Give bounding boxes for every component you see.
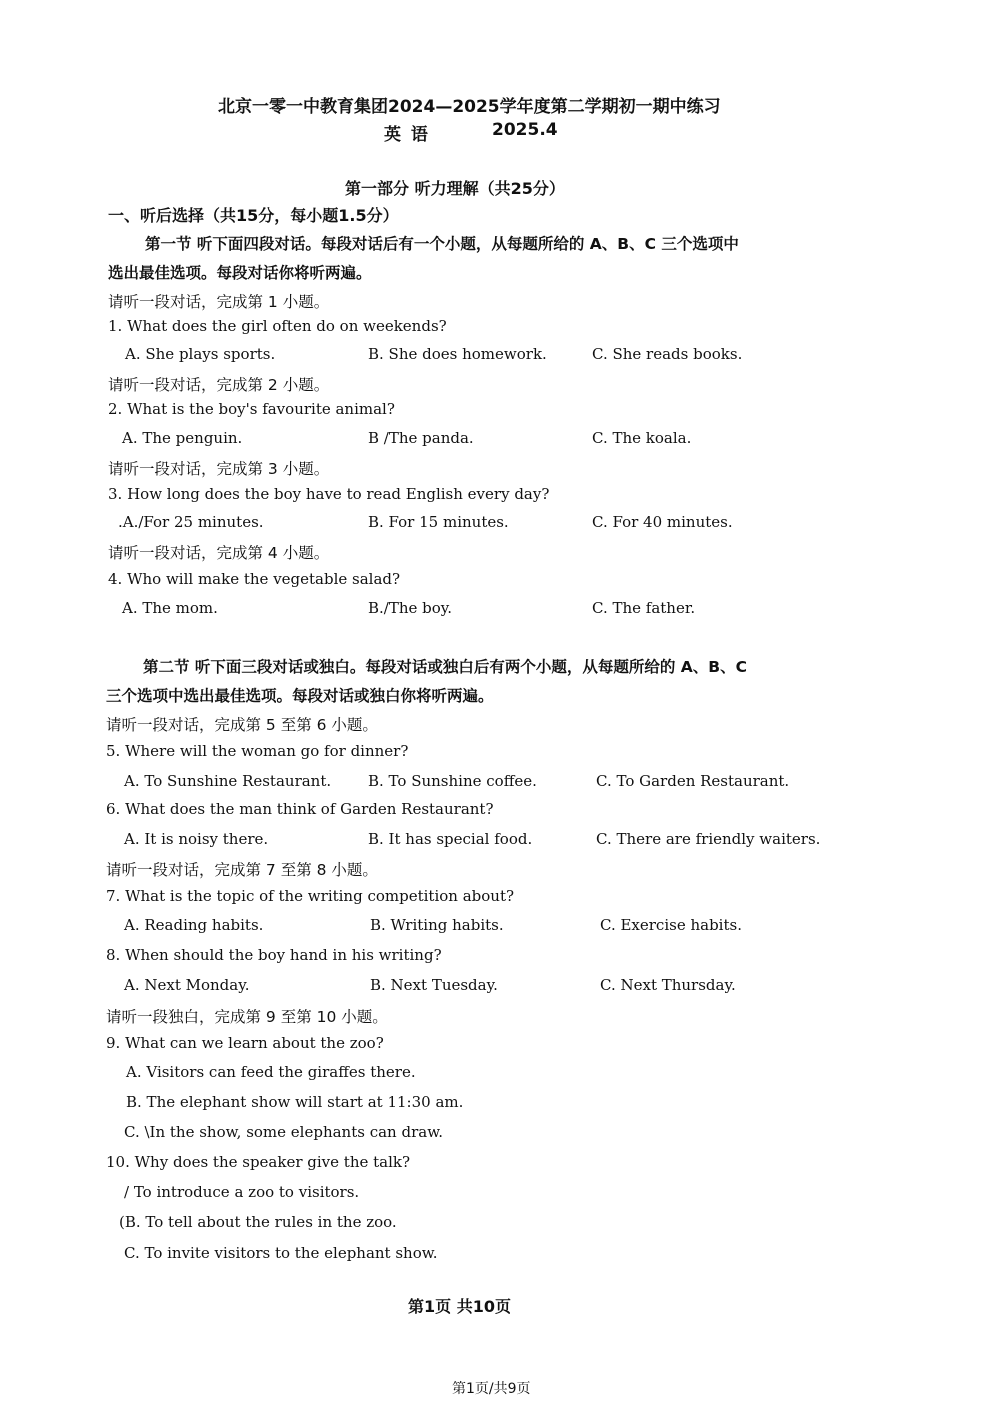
question-7: 7. What is the topic of the writing competition about? [106,887,515,905]
q9-option-c: C. \In the show, some elephants can draw. [124,1123,444,1141]
q1-option-a: A. She plays sports. [125,345,276,363]
q7-option-a: A. Reading habits. [124,916,264,934]
section2-intro-line1: 第二节 听下面三段对话或独白。每段对话或独白后有两个小题，从每题所给的 A、B、C [143,658,747,676]
question-6: 6. What does the man think of Garden Restaurant? [106,800,494,818]
prompt-q3: 请听一段对话，完成第 3 小题。 [108,460,330,478]
q10-option-b: (B. To tell about the rules in the zoo. [119,1213,397,1231]
question-9: 9. What can we learn about the zoo? [106,1034,384,1052]
part-heading: 第一部分 听力理解（共25分） [345,179,565,198]
section2-intro-line2: 三个选项中选出最佳选项。每段对话或独白你将听两遍。 [106,687,494,705]
subject-label: 英 语 [384,125,430,145]
q1-option-c: C. She reads books. [592,345,743,363]
question-1: 1. What does the girl often do on weekends? [108,317,447,335]
q3-option-b: B. For 15 minutes. [368,513,509,531]
prompt-q2: 请听一段对话，完成第 2 小题。 [108,376,330,394]
section1-intro-line1: 第一节 听下面四段对话。每段对话后有一个小题，从每题所给的 A、B、C 三个选项中 [145,235,739,253]
prompt-q4: 请听一段对话，完成第 4 小题。 [108,544,330,562]
page-number-sub: 第1页/共9页 [452,1381,531,1397]
q7-option-b: B. Writing habits. [370,916,504,934]
exam-title: 北京一零一中教育集团2024—2025学年度第二学期初一期中练习 [218,97,721,117]
q5-option-c: C. To Garden Restaurant. [596,772,790,790]
section-title: 一、听后选择（共15分，每小题1.5分） [108,206,399,225]
page-number: 第1页 共10页 [408,1297,511,1316]
q8-option-c: C. Next Thursday. [600,976,736,994]
prompt-q7-q8: 请听一段对话，完成第 7 至第 8 小题。 [106,861,378,879]
q1-option-b: B. She does homework. [368,345,547,363]
question-3: 3. How long does the boy have to read English every day? [108,485,550,503]
q3-option-a: .A./For 25 minutes. [118,513,264,531]
q10-option-c: C. To invite visitors to the elephant show. [124,1244,438,1262]
q2-option-c: C. The koala. [592,429,692,447]
q2-option-a: A. The penguin. [122,429,243,447]
q5-option-a: A. To Sunshine Restaurant. [124,772,332,790]
q9-option-b: B. The elephant show will start at 11:30 am. [126,1093,464,1111]
q4-option-a: A. The mom. [122,599,218,617]
exam-date: 2025.4 [492,120,558,140]
question-8: 8. When should the boy hand in his writing? [106,946,442,964]
q7-option-c: C. Exercise habits. [600,916,742,934]
q3-option-c: C. For 40 minutes. [592,513,733,531]
q8-option-b: B. Next Tuesday. [370,976,498,994]
question-4: 4. Who will make the vegetable salad? [108,570,401,588]
section1-intro-line2: 选出最佳选项。每段对话你将听两遍。 [108,264,372,282]
question-10: 10. Why does the speaker give the talk? [106,1153,411,1171]
q5-option-b: B. To Sunshine coffee. [368,772,537,790]
q4-option-b: B./The boy. [368,599,453,617]
question-5: 5. Where will the woman go for dinner? [106,742,409,760]
question-2: 2. What is the boy's favourite animal? [108,400,395,418]
q8-option-a: A. Next Monday. [124,976,250,994]
q6-option-a: A. It is noisy there. [124,830,269,848]
q6-option-b: B. It has special food. [368,830,533,848]
prompt-q5-q6: 请听一段对话，完成第 5 至第 6 小题。 [106,716,378,734]
q10-option-a: / To introduce a zoo to visitors. [124,1183,360,1201]
q6-option-c: C. There are friendly waiters. [596,830,821,848]
q9-option-a: A. Visitors can feed the giraffes there. [126,1063,416,1081]
q2-option-b: B /The panda. [368,429,474,447]
prompt-q1: 请听一段对话，完成第 1 小题。 [108,293,330,311]
prompt-q9-q10: 请听一段独白，完成第 9 至第 10 小题。 [106,1008,388,1026]
q4-option-c: C. The father. [592,599,696,617]
